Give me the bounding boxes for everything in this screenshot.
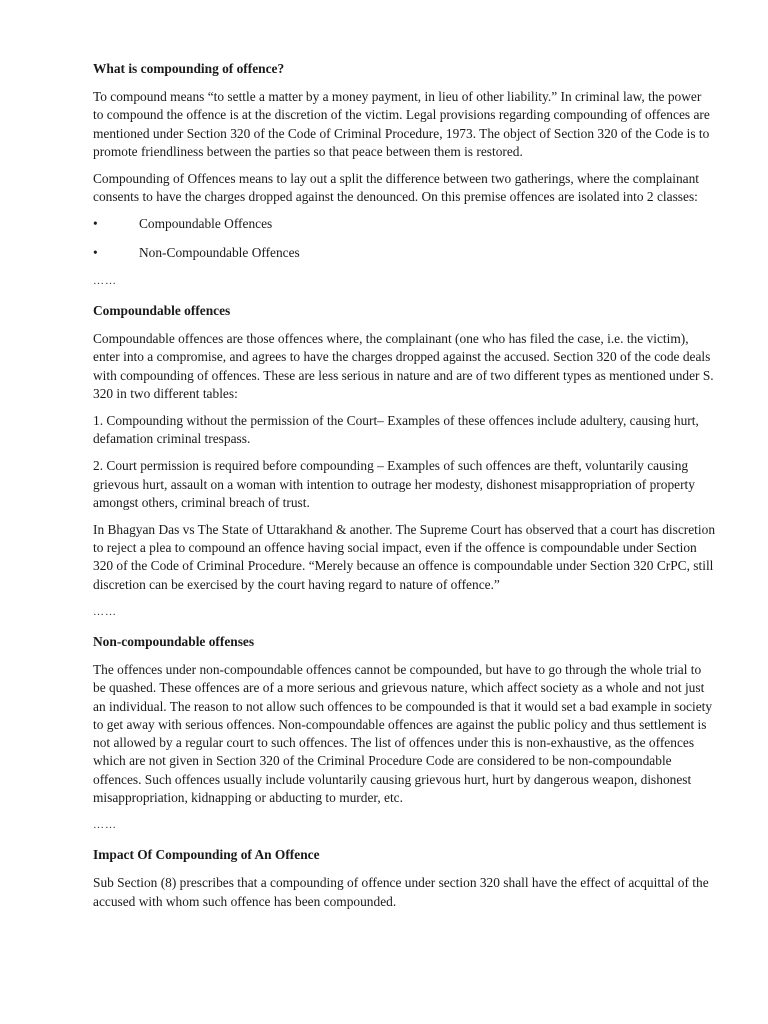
section-heading-impact: Impact Of Compounding of An Offence <box>93 847 320 863</box>
paragraph: Compoundable offences are those offences where, the complainant (one who has filed the case, i.e. the victim), enter into a compromise, and agrees to have the charges dropped against the accused. Section 320 of the code deals with compounding of offences. These are less serious in nature and are of two different types as mentioned under S. 320 in two different tables: <box>93 331 714 401</box>
document-page <box>93 60 715 920</box>
bullet-icon: • <box>93 244 98 260</box>
paragraph: To compound means “to settle a matter by a money payment, in lieu of other liability.” In criminal law, the power to compound the offence is at the discretion of the victim. Legal provisions regarding compounding of offences are mentioned under Section 320 of the Code of Criminal Procedure, 1973. The object of Section 320 of the Code is to promote friendliness between the parties so that peace between them is restored. <box>93 89 710 159</box>
list-item-label: Compoundable Offences <box>139 216 273 232</box>
list-item <box>93 244 715 262</box>
paragraph: Sub Section (8) prescribes that a compounding of offence under section 320 shall have the effect of acquittal of the accused with whom such offence has been compounded. <box>93 875 709 909</box>
list-item-label: Non-Compoundable Offences <box>139 244 300 260</box>
list-item <box>93 215 715 233</box>
paragraph: 1. Compounding without the permission of the Court– Examples of these offences include adultery, causing hurt, defamation criminal trespass. <box>93 413 699 447</box>
offence-classes-list <box>93 215 715 261</box>
paragraph: In Bhagyan Das vs The State of Uttarakhand & another. The Supreme Court has observed that a court has discretion to reject a plea to compound an offence having social impact, even if the offence is compoundable under Section 320 of the Code of Criminal Procedure. “Merely because an offence is compoundable under Section 320 CrPC, still discretion can be exercised by the court having regard to nature of offence.” <box>93 522 716 592</box>
bullet-icon: • <box>93 216 98 232</box>
paragraph: 2. Court permission is required before compounding – Examples of such offences are theft, voluntarily causing grievous hurt, assault on a woman with intention to outrage her modesty, dishonest misappropriation of property amongst others, criminal breach of trust. <box>93 458 695 510</box>
section-heading-non-compoundable: Non-compoundable offenses <box>93 634 255 650</box>
paragraph: The offences under non-compoundable offences cannot be compounded, but have to go through the whole trial to be quashed. These offences are of a more serious and grievous nature, which affect society as a whole and not just an individual. The reason to not allow such offences to be compounded is that it would set a bad example in society to get away with serious offences. Non-compoundable offences are against the public policy and thus settlement is not allowed by a regular court to such offences. The list of offences under this is non-exhaustive, as the offences which are not given in Section 320 of the Criminal Procedure Code are considered to be non-compoundable offences. Such offences usually include voluntarily causing grievous hurt, hurt by dangerous weapon, dishonest misappropriation, kidnapping or abducting to murder, etc. <box>93 662 713 805</box>
section-separator: …… <box>93 274 117 287</box>
section-heading-compoundable: Compoundable offences <box>93 303 231 319</box>
section-separator: …… <box>93 605 117 618</box>
section-separator: …… <box>93 818 117 831</box>
section-heading-what-is-compounding: What is compounding of offence? <box>93 61 285 76</box>
paragraph: Compounding of Offences means to lay out a split the difference between two gatherings, where the complainant consents to have the charges dropped against the denounced. On this premise offences are isolated into 2 classes: <box>93 171 699 205</box>
